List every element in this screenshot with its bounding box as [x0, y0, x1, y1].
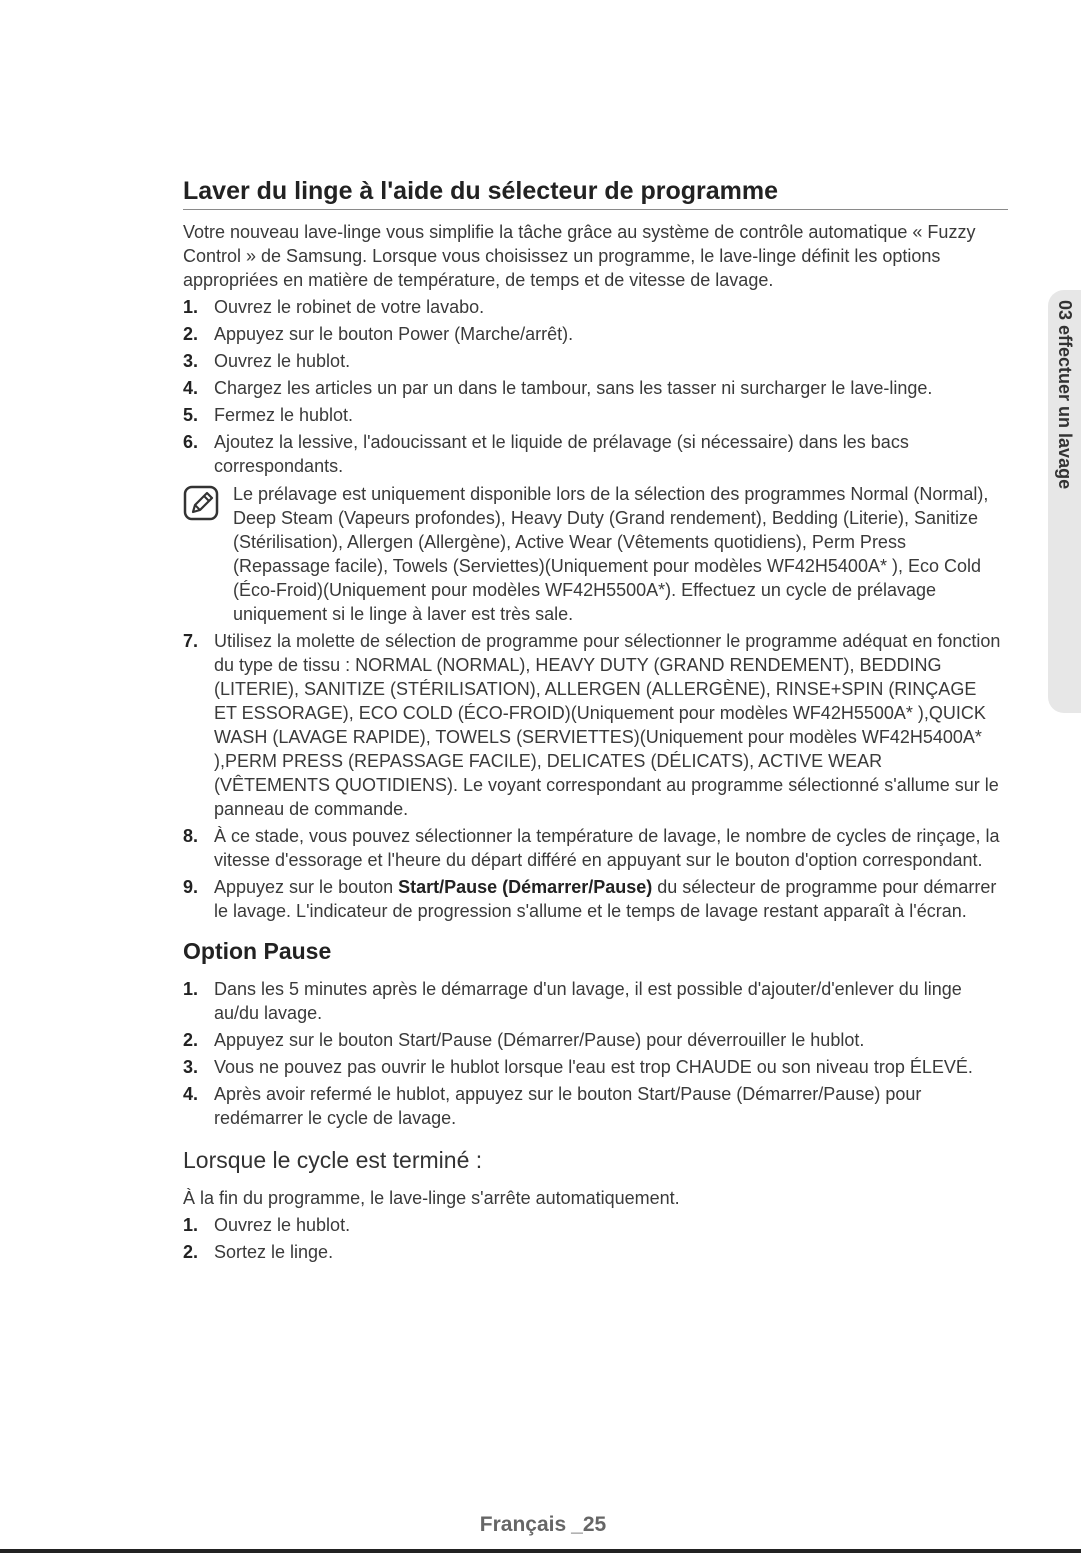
step-number: 2.	[183, 1242, 199, 1262]
list-item	[183, 629, 1003, 821]
step-text: Après avoir refermé le hublot, appuyez sur le bouton Start/Pause (Démarrer/Pause) pour redémarrer le cycle de lavage.	[214, 1084, 922, 1128]
wash-steps-list	[183, 295, 1003, 478]
step-text: Vous ne pouvez pas ouvrir le hublot lorsque l'eau est trop CHAUDE ou son niveau trop ÉLEVÉ.	[214, 1057, 973, 1077]
cycle-end-steps-list	[183, 1213, 1003, 1264]
step-text: Appuyez sur le bouton Start/Pause (Démarrer/Pause) pour déverrouiller le hublot.	[214, 1030, 865, 1050]
step-number: 3.	[183, 1057, 199, 1077]
step-text: Ouvrez le hublot.	[214, 1215, 351, 1235]
cycle-end-section-title: Lorsque le cycle est terminé :	[183, 1147, 483, 1173]
list-item	[183, 295, 1003, 319]
list-item	[183, 1055, 1003, 1079]
step-text: Ouvrez le robinet de votre lavabo.	[214, 297, 485, 317]
step-text: Sortez le linge.	[214, 1242, 334, 1262]
step-number: 5.	[183, 405, 199, 425]
footer-language: Français	[479, 1513, 567, 1536]
chapter-side-tab-label: 03 effectuer un lavage	[1055, 300, 1075, 490]
page-footer	[0, 1513, 1081, 1537]
prewash-note	[183, 482, 1003, 626]
step-number: 1.	[183, 979, 199, 999]
step-number: 7.	[183, 631, 199, 651]
wash-steps-list-continued	[183, 629, 1003, 923]
step-number: 9.	[183, 877, 199, 897]
list-item	[183, 1028, 1003, 1052]
pencil-note-icon	[183, 485, 219, 521]
step-number: 1.	[183, 297, 199, 317]
list-item	[183, 977, 1003, 1025]
step-number: 6.	[183, 432, 199, 452]
step-number: 2.	[183, 1030, 199, 1050]
step-number: 4.	[183, 1084, 199, 1104]
list-item	[183, 1240, 1003, 1264]
start-pause-label: Start/Pause (Démarrer/Pause)	[398, 877, 653, 897]
step-text: Ouvrez le hublot.	[214, 351, 351, 371]
step-text: Dans les 5 minutes après le démarrage d'un lavage, il est possible d'ajouter/d'enlever du linge au/du lavage.	[214, 979, 962, 1023]
step-text-after: du sélecteur de programme pour démarrer le lavage. L'indicateur de progression s'allume et le temps de lavage restant apparaît à l'écran.	[214, 877, 997, 921]
list-item	[183, 1213, 1003, 1237]
list-item	[183, 1082, 1003, 1130]
intro-paragraph: Votre nouveau lave-linge vous simplifie la tâche grâce au système de contrôle automatique « Fuzzy Control » de Samsung. Lorsque vous choisissez un programme, le lave-linge définit les options appropriées en matière de température, de temps et de vitesse de lavage.	[183, 222, 976, 290]
step-text: Chargez les articles un par un dans le tambour, sans les tasser ni surcharger le lave-linge.	[214, 378, 933, 398]
step-text: Utilisez la molette de sélection de programme pour sélectionner le programme adéquat en fonction du type de tissu : NORMAL (NORMAL), HEAVY DUTY (GRAND RENDEMENT), BEDDING (LITERIE), SANITIZE (STÉRILISATION), ALLERGEN (ALLERGÈNE), RINSE+SPIN (RINÇAGE ET ESSORAGE), ECO COLD (ÉCO-FROID)(Uniquement pour modèles WF42H5500A* ),QUICK WASH (LAVAGE RAPIDE), TOWELS (SERVIETTES)(Uniquement pour modèles WF42H5400A* ),PERM PRESS (REPASSAGE FACILE), DELICATES (DÉLICATS), ACTIVE WEAR (VÊTEMENTS QUOTIDIENS). Le voyant correspondant au programme sélectionné s'allume sur le panneau de commande.	[214, 631, 1001, 819]
cycle-end-intro: À la fin du programme, le lave-linge s'arrête automatiquement.	[183, 1188, 680, 1208]
step-text-before: Appuyez sur le bouton	[214, 877, 399, 897]
list-item	[183, 875, 1003, 923]
step-number: 8.	[183, 826, 199, 846]
step-number: 3.	[183, 351, 199, 371]
page-title: Laver du linge à l'aide du sélecteur de programme	[183, 176, 1008, 210]
bottom-rule	[0, 1549, 1081, 1553]
step-text: Appuyez sur le bouton Power (Marche/arrêt).	[214, 324, 574, 344]
step-number: 2.	[183, 324, 199, 344]
step-text: Ajoutez la lessive, l'adoucissant et le liquide de prélavage (si nécessaire) dans les bacs correspondants.	[214, 432, 909, 476]
list-item	[183, 430, 1003, 478]
step-text: Fermez le hublot.	[214, 405, 354, 425]
note-text: Le prélavage est uniquement disponible lors de la sélection des programmes Normal (Normal), Deep Steam (Vapeurs profondes), Heavy Duty (Grand rendement), Bedding (Literie), Sanitize (Stérilisation), Allergen (Allergène), Active Wear (Vêtements quotidiens), Perm Press (Repassage facile), Towels (Serviettes)(Uniquement pour modèles WF42H5400A* ), Eco Cold (Éco-Froid)(Uniquement pour modèles WF42H5500A*). Effectuez un cycle de prélavage uniquement si le linge à laver est très sale.	[233, 484, 989, 624]
list-item	[183, 349, 1003, 373]
pause-steps-list	[183, 977, 1003, 1130]
main-content	[183, 220, 1003, 1267]
step-number: 4.	[183, 378, 199, 398]
page-number: _25	[571, 1513, 607, 1536]
list-item	[183, 376, 1003, 400]
step-number: 1.	[183, 1215, 199, 1235]
list-item	[183, 322, 1003, 346]
list-item	[183, 403, 1003, 427]
step-text: À ce stade, vous pouvez sélectionner la température de lavage, le nombre de cycles de rinçage, la vitesse d'essorage et l'heure du départ différé en appuyant sur le bouton d'option correspondant.	[214, 826, 1000, 870]
pause-section-title: Option Pause	[183, 938, 332, 964]
list-item	[183, 824, 1003, 872]
